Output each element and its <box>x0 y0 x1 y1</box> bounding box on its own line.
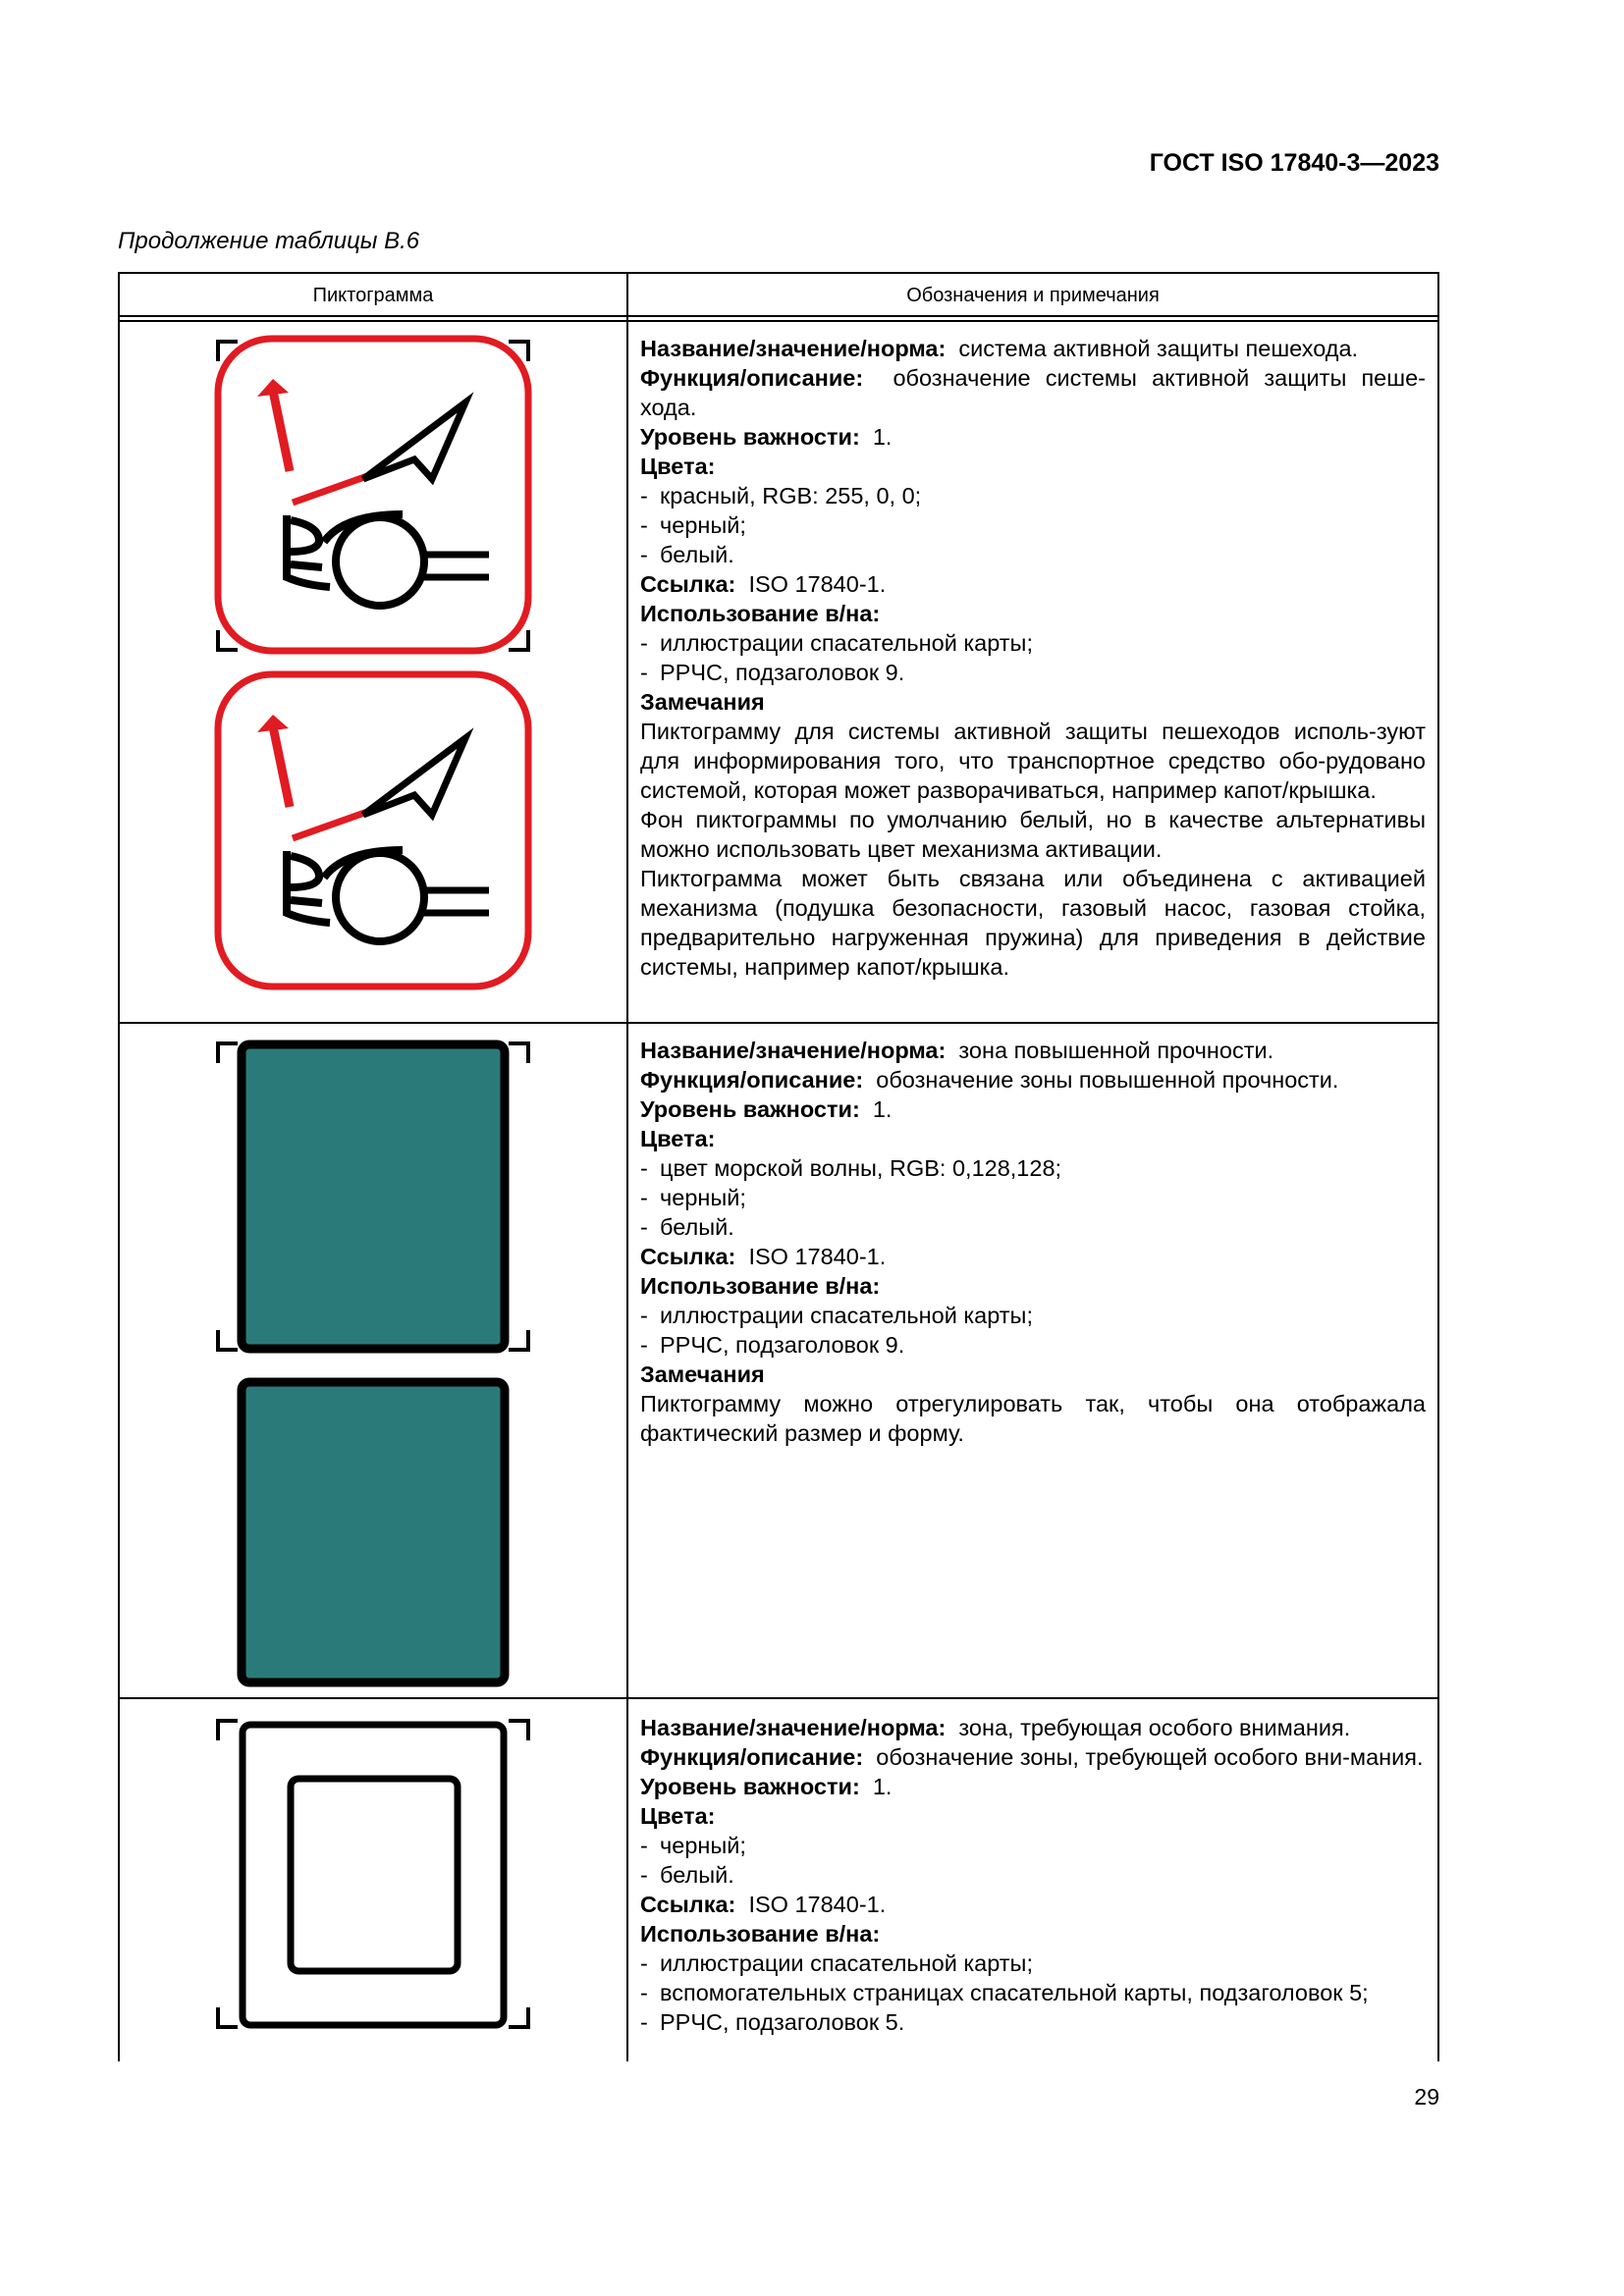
high-strength-zone-icon <box>206 1036 540 1698</box>
document-id: ГОСТ ISO 17840-3—2023 <box>1149 149 1439 177</box>
column-separator <box>626 272 628 2061</box>
special-attention-zone-icon <box>206 1713 540 2047</box>
row-separator <box>118 1022 1439 1024</box>
header-separator-inner <box>118 320 1439 322</box>
notes-cell-3: Название/значение/норма: зона, требующая особого внимания. Функция/описание: обозначение зоны, требующей особого вни-мания. Уровень важности: 1. Цвета: - черный; - белый. Ссылка: ISO 17840-1. Использование в/на: - иллюстрации спасательной карты; - вспомогательных страницах спасательной карты, подзаголовок 5; - РРЧС, подзаголовок 5. <box>640 1715 1424 2035</box>
table-caption: Продолжение таблицы В.6 <box>118 228 420 254</box>
page-number: 29 <box>1414 2084 1439 2109</box>
notes-cell-1: Название/значение/норма: система активной защиты пешехода. Функция/описание: обозначение системы активной защиты пеше-хода. Уровень важности: 1. Цвета: - красный, RGB: 255, 0, 0; - черный; - белый. Ссылка: ISO 17840-1. Использование в/на: - иллюстрации спасательной карты; - РРЧС, подзаголовок 9. Замечания Пиктограмму для системы активной защиты пешеходов исполь-зуют для информирования того, что транспортное средство обо-рудовано системой, которая может разворачиваться, например капот/крышка. Фон пиктограммы по умолчанию белый, но в качестве альтернативы можно использовать цвет механизма активации. Пиктограмма может быть связана или объединена с активацией механизма (подушка безопасности, газовый насос, газовая стойка, предварительно нагруженная пружина) для приведения в действие системы, например капот/крышка. <box>640 336 1427 980</box>
table-border-left <box>118 272 120 2061</box>
notes-cell-2: Название/значение/норма: зона повышенной прочности. Функция/описание: обозначение зоны повышенной прочности. Уровень важности: 1. Цвета: - цвет морской волны, RGB: 0,128,128; - черный; - белый. Ссылка: ISO 17840-1. Использование в/на: - иллюстрации спасательной карты; - РРЧС, подзаголовок 9. Замечания Пиктограмму можно отрегулировать так, чтобы она отображала фактический размер и форму. <box>640 1038 1426 1446</box>
table-border-right <box>1437 272 1439 2061</box>
active-pedestrian-protection-icon <box>206 334 540 1001</box>
column-header-notes: Обозначения и примечания <box>906 284 1160 306</box>
column-header-pictogram: Пиктограмма <box>312 284 434 306</box>
